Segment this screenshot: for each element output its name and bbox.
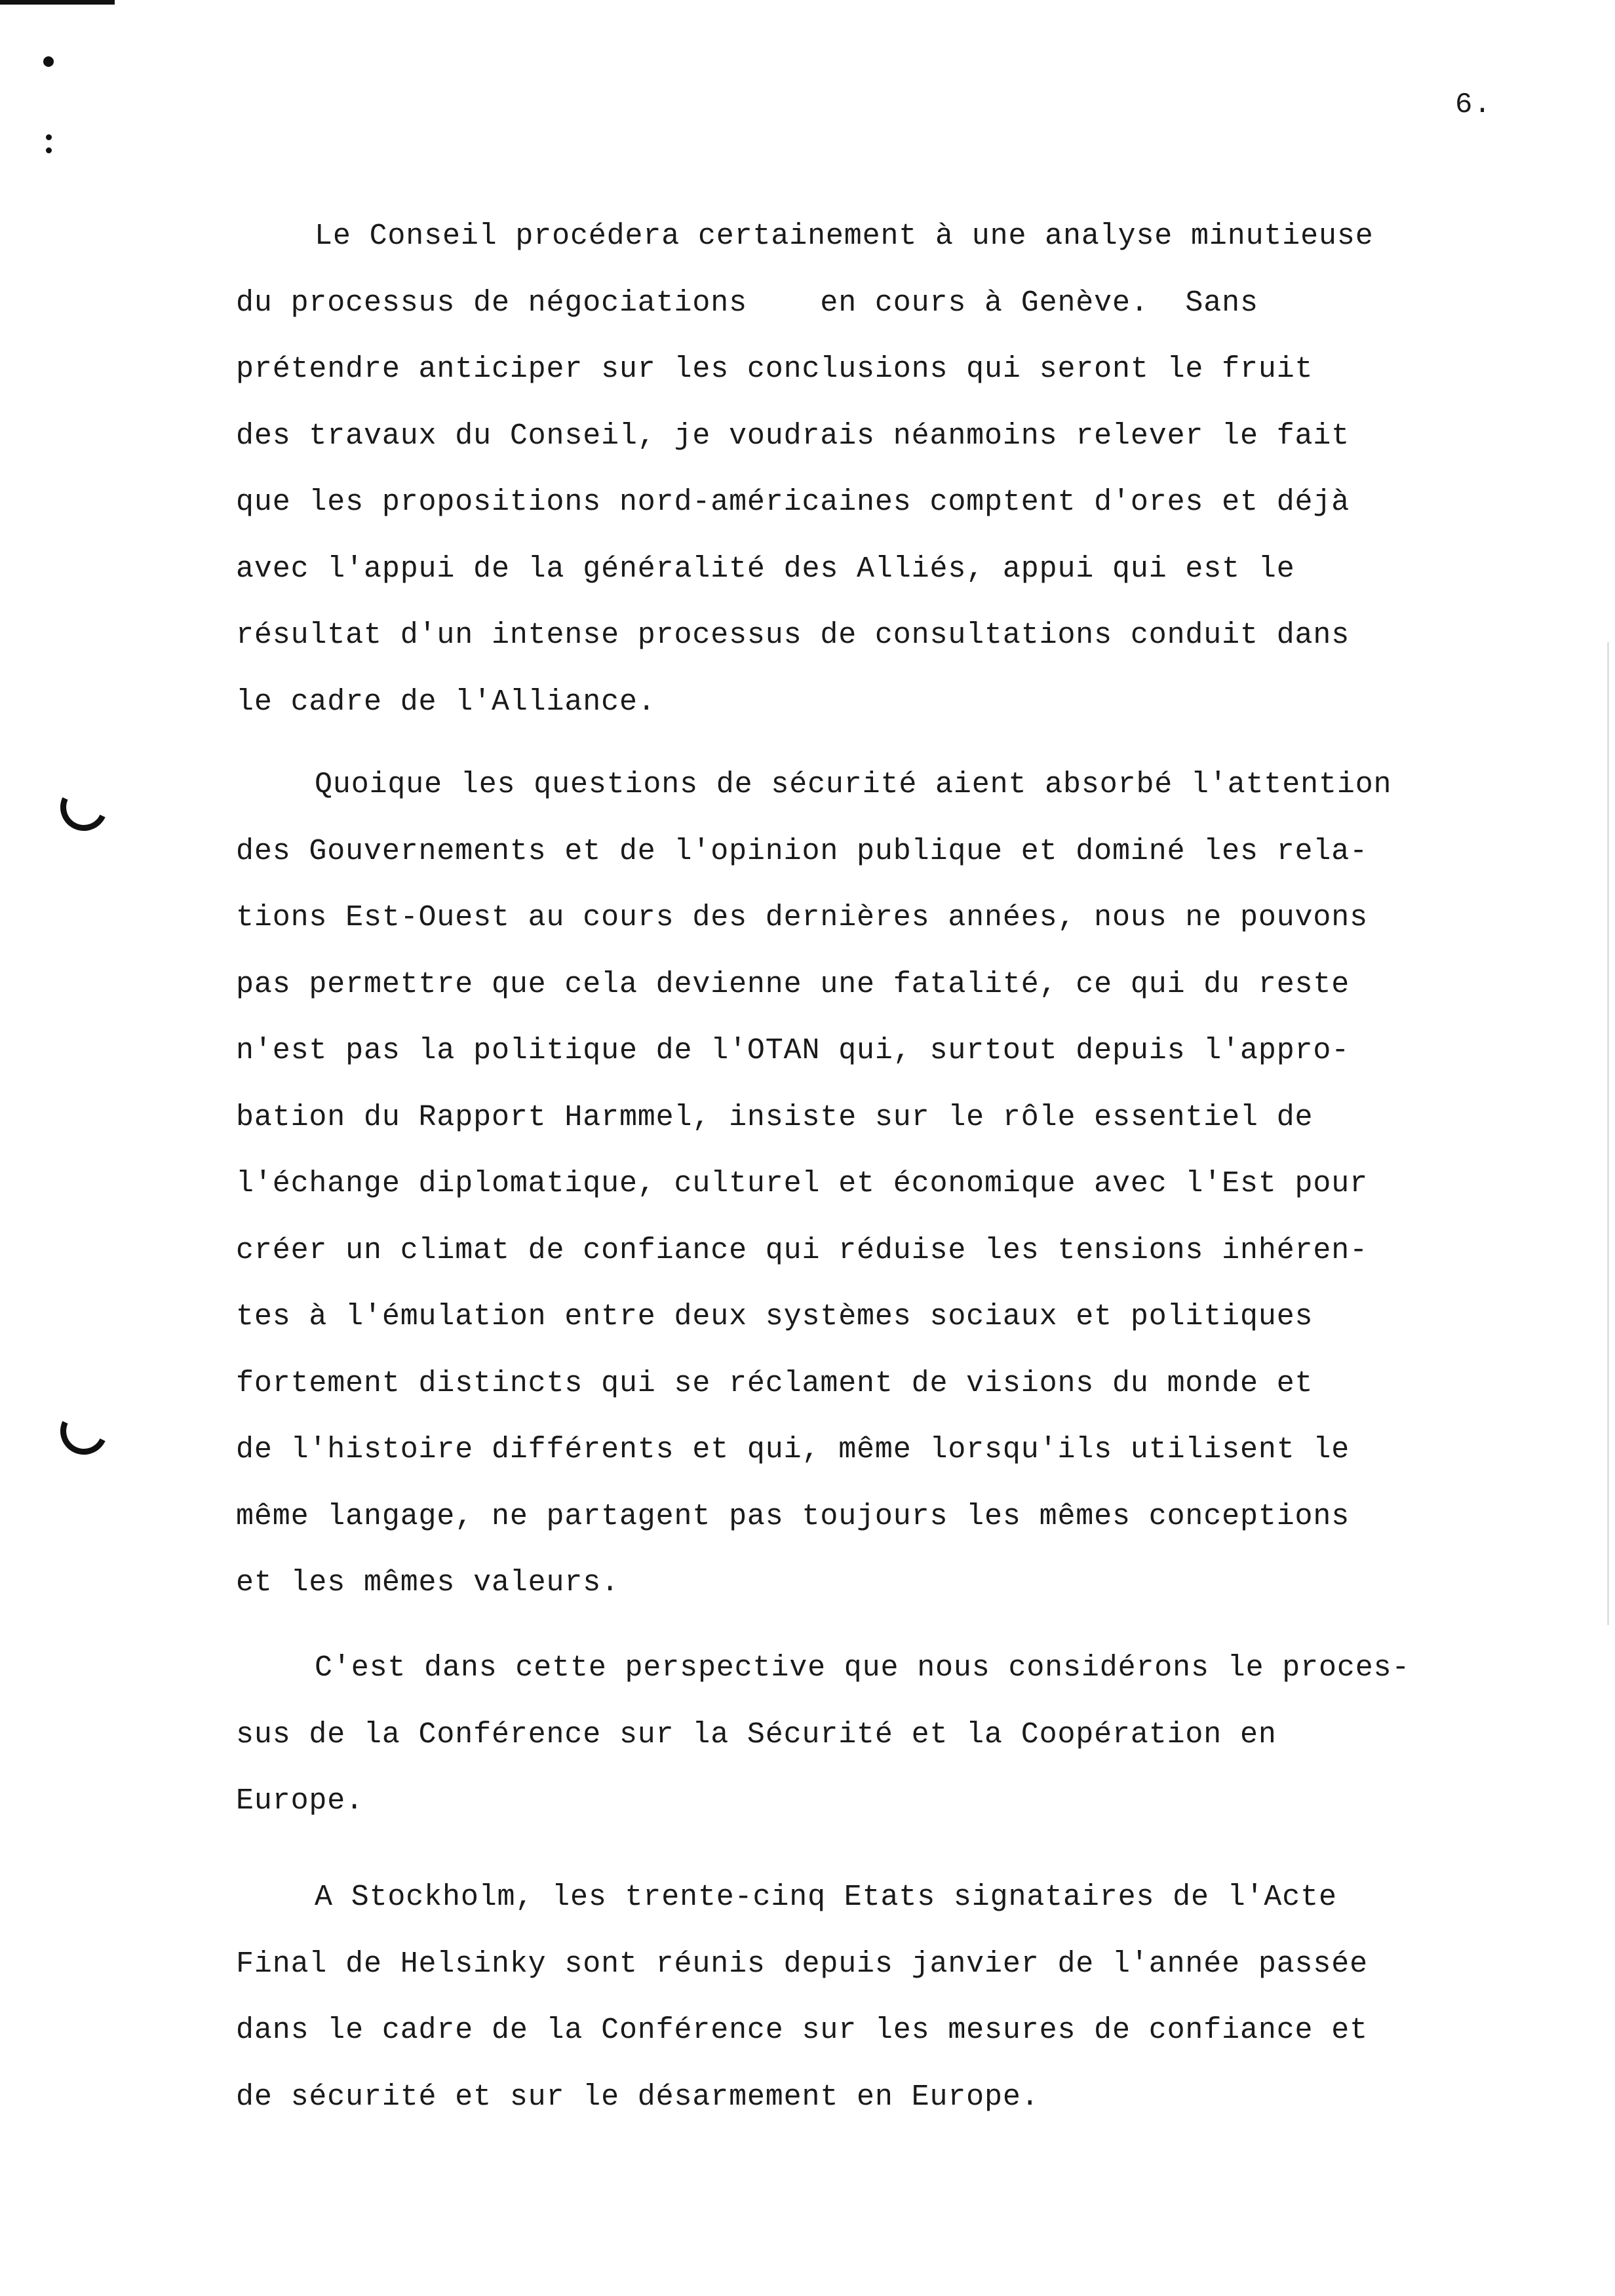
- paragraph-line: Le Conseil procédera certainement à une analyse minutieuse: [315, 220, 1374, 253]
- paragraph-line: de sécurité et sur le désarmement en Europe.: [236, 2080, 1040, 2114]
- paragraph-line: n'est pas la politique de l'OTAN qui, surtout depuis l'appro-: [236, 1034, 1350, 1067]
- punch-hole-marks: [46, 134, 52, 157]
- paragraph-line: du processus de négociations en cours à Genève. Sans: [236, 286, 1258, 320]
- paragraph-line: pas permettre que cela devienne une fatalité, ce qui du reste: [236, 967, 1350, 1001]
- punch-hole-dot: [43, 56, 54, 67]
- paragraph-line: Quoique les questions de sécurité aient absorbé l'attention: [315, 768, 1392, 801]
- paragraph-stockholm-conference: [236, 1864, 1599, 2130]
- paragraph-line: de l'histoire différents et qui, même lorsqu'ils utilisent le: [236, 1433, 1350, 1466]
- paragraph-line: dans le cadre de la Conférence sur les mesures de confiance et: [236, 2014, 1368, 2047]
- paragraph-line: l'échange diplomatique, culturel et économique avec l'Est pour: [236, 1167, 1368, 1200]
- paragraph-line: bation du Rapport Harmmel, insiste sur le rôle essentiel de: [236, 1100, 1313, 1134]
- paragraph-line: tions Est-Ouest au cours des dernières années, nous ne pouvons: [236, 901, 1368, 934]
- paragraph-line: Final de Helsinky sont réunis depuis janvier de l'année passée: [236, 1947, 1368, 1981]
- paragraph-line: Europe.: [236, 1784, 364, 1818]
- paragraph-line: tes à l'émulation entre deux systèmes sociaux et politiques: [236, 1300, 1313, 1333]
- paragraph-line: que les propositions nord-américaines comptent d'ores et déjà: [236, 486, 1350, 519]
- paragraph-security-questions: [236, 752, 1599, 1617]
- binder-hole-mark-lower: [54, 1401, 114, 1461]
- paragraph-line: A Stockholm, les trente-cinq Etats signataires de l'Acte: [315, 1881, 1337, 1914]
- paragraph-line: prétendre anticiper sur les conclusions qui seront le fruit: [236, 353, 1313, 386]
- paragraph-line: le cadre de l'Alliance.: [236, 685, 656, 719]
- paragraph-line: fortement distincts qui se réclament de visions du monde et: [236, 1366, 1313, 1400]
- paragraph-line: des travaux du Conseil, je voudrais néanmoins relever le fait: [236, 419, 1350, 453]
- paragraph-csce-perspective: [236, 1635, 1599, 1835]
- paragraph-line: avec l'appui de la généralité des Alliés, appui qui est le: [236, 552, 1295, 586]
- paragraph-line: sus de la Conférence sur la Sécurité et la Coopération en: [236, 1717, 1277, 1751]
- paragraph-line: C'est dans cette perspective que nous considérons le proces-: [315, 1651, 1411, 1685]
- paragraph-line: créer un climat de confiance qui réduise les tensions inhéren-: [236, 1233, 1368, 1267]
- page-edge-shadow: [1607, 642, 1609, 1625]
- binder-hole-mark-upper: [54, 777, 114, 837]
- paragraph-line: des Gouvernements et de l'opinion publique et dominé les rela-: [236, 834, 1368, 868]
- paragraph-council-analysis: [236, 203, 1599, 735]
- paragraph-line: et les mêmes valeurs.: [236, 1566, 619, 1599]
- top-edge-mark: [0, 0, 115, 5]
- paragraph-line: même langage, ne partagent pas toujours les mêmes conceptions: [236, 1499, 1350, 1533]
- paragraph-line: résultat d'un intense processus de consultations conduit dans: [236, 619, 1350, 652]
- page-number: 6.: [1455, 88, 1492, 121]
